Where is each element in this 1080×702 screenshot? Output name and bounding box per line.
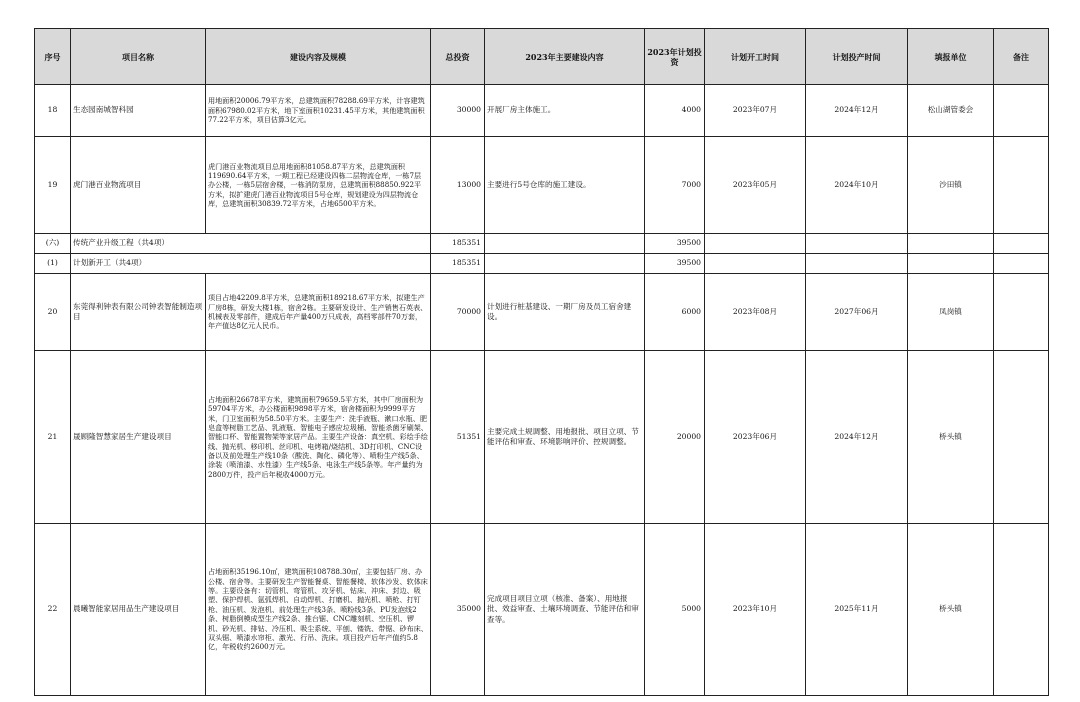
planned-production: 2024年10月 [806,137,908,234]
construction-scope: 用地面积20006.79平方米，总建筑面积78288.69平方米，计容建筑面积67980.02平方米，地下室面积10231.45平方米，其他建筑面积77.22平方米，项目估算3亿元。 [206,85,431,137]
group-total-investment: 185351 [431,254,485,274]
group-name: 计划新开工（共4项） [71,254,431,274]
content-2023: 开展厂房主体施工。 [485,85,645,137]
plan-investment-2023: 4000 [645,85,705,137]
header-cell: 2023年计划投资 [645,29,705,85]
row-number: 21 [35,351,71,524]
group-total-investment: 185351 [431,234,485,254]
reporting-unit: 松山湖管委会 [908,85,994,137]
reporting-unit: 凤岗镇 [908,274,994,351]
reporting-unit: 沙田镇 [908,137,994,234]
planned-start: 2023年08月 [705,274,806,351]
header-cell: 项目名称 [71,29,206,85]
header-cell: 备注 [994,29,1049,85]
remarks [994,85,1049,137]
empty-cell [705,234,806,254]
header-cell: 2023年主要建设内容 [485,29,645,85]
remarks [994,524,1049,696]
group-row [35,254,1049,274]
project-table-sheet [34,28,1049,696]
planned-production: 2025年11月 [806,524,908,696]
construction-scope: 虎门港百业物流项目总用地面积81058.87平方米，总建筑面积119690.64平方米，一期工程已经建设四栋二层物流仓库，一栋7层办公楼，一栋5层宿舍楼，一栋消防泵房，总建筑面积88850.922平方米，拟扩建虎门港百业物流项目5号仓库，规划建设为四层物流仓库，总建筑面积30839.72平方米，占地6500平方米。 [206,137,431,234]
table-row [35,524,1049,696]
group-plan-investment-2023: 39500 [645,254,705,274]
header-cell: 计划投产时间 [806,29,908,85]
empty-cell [806,254,908,274]
plan-investment-2023: 7000 [645,137,705,234]
planned-production: 2024年12月 [806,85,908,137]
header-cell: 计划开工时间 [705,29,806,85]
planned-start: 2023年10月 [705,524,806,696]
content-2023: 完成项目项目立项（核准、备案）、用地报批、效益审查、土壤环境调查、节能评估和审查等。 [485,524,645,696]
remarks [994,351,1049,524]
project-name: 虎门港百业物流项目 [71,137,206,234]
plan-investment-2023: 5000 [645,524,705,696]
plan-investment-2023: 20000 [645,351,705,524]
construction-scope: 占地面积35196.10㎡，建筑面积108788.30㎡，主要包括厂房、办公楼、宿舍等。主要研发生产智能餐桌、智能餐椅、软体沙发、软体床等。主要设备有：切管机、弯管机、攻牙机、钻床、冲床、封边、吸塑、保护焊机、氩弧焊机、自动焊机、打磨机、抛光机、喷枪、打钉枪、油压机、发泡机、前处理生产线3条、喷粉线3条、PU发泡线2条、树脂倒模成型生产线2条、推台锯、CNC雕刻机、空压机、锣机、砂光机、排钻、冷压机、吸尘系统、平刨、镂铣、带锯、砂布床、双头锯、喷漆水帘柜、激光、行吊、洗床。项目投产后年产值约5.8亿，年税收约2600万元。 [206,524,431,696]
planned-start: 2023年05月 [705,137,806,234]
empty-cell [908,254,994,274]
content-2023: 主要进行5号仓库的施工建设。 [485,137,645,234]
empty-cell [806,234,908,254]
total-investment: 70000 [431,274,485,351]
total-investment: 30000 [431,85,485,137]
header-cell: 建设内容及规模 [206,29,431,85]
header-cell: 序号 [35,29,71,85]
total-investment: 51351 [431,351,485,524]
remarks [994,274,1049,351]
empty-cell [705,254,806,274]
content-2023: 主要完成土规调整、用地报批、项目立项、节能评估和审查、环境影响评价、控规调整。 [485,351,645,524]
table-row [35,85,1049,137]
group-row [35,234,1049,254]
table-header-row [35,29,1049,85]
total-investment: 35000 [431,524,485,696]
planned-start: 2023年07月 [705,85,806,137]
project-table [34,28,1049,696]
group-plan-investment-2023: 39500 [645,234,705,254]
plan-investment-2023: 6000 [645,274,705,351]
construction-scope: 项目占地42209.8平方米，总建筑面积189218.67平方米，拟建生产厂房8栋，研发大楼1栋，宿舍2栋。主要研发设计、生产销售石英表、机械表及零部件，建成后年产量400万只成表，高档零部件70万套，年产值达8亿元人民币。 [206,274,431,351]
table-row [35,137,1049,234]
row-number: 19 [35,137,71,234]
project-name: 生态园南城智科园 [71,85,206,137]
empty-cell [994,234,1049,254]
header-cell: 填报单位 [908,29,994,85]
planned-production: 2024年12月 [806,351,908,524]
table-row [35,274,1049,351]
group-number: (六) [35,234,71,254]
group-number: (1) [35,254,71,274]
table-row [35,351,1049,524]
row-number: 18 [35,85,71,137]
planned-start: 2023年06月 [705,351,806,524]
construction-scope: 占地面积26678平方米，建筑面积79659.5平方米，其中厂房面积为59704平方米，办公楼面积9898平方米，宿舍楼面积为9999平方米，门卫室面积为58.50平方米。主要生产：洗手液瓶、漱口水瓶、肥皂盒等树脂工艺品、乳液瓶、智能电子感应垃圾桶、智能杀菌牙刷架、智能口杯、智能置物架等家居产品。主要生产设备：真空机、彩绘手绘线、抛光机、移印机、丝印机、电烤箱/烧结机、3D打印机、CNC设备以及前处理生产线10条（酸洗、陶化、磷化等）、喷粉生产线5条、涂装（喷油漆、水性漆）生产线5条、电泳生产线5条等。年产量约为2800万件，投产后年税收4000万元。 [206,351,431,524]
row-number: 20 [35,274,71,351]
group-name: 传统产业升级工程（共4项） [71,234,431,254]
empty-cell [908,234,994,254]
project-name: 东莞得利钟表有限公司钟表智能制造项目 [71,274,206,351]
reporting-unit: 桥头镇 [908,351,994,524]
header-cell: 总投资 [431,29,485,85]
remarks [994,137,1049,234]
total-investment: 13000 [431,137,485,234]
empty-cell [485,234,645,254]
content-2023: 计划进行桩基建设、一期厂房及员工宿舍建设。 [485,274,645,351]
reporting-unit: 桥头镇 [908,524,994,696]
project-name: 晟顾隆智慧家居生产建设项目 [71,351,206,524]
project-name: 晨曦智能家居用品生产建设项目 [71,524,206,696]
planned-production: 2027年06月 [806,274,908,351]
empty-cell [994,254,1049,274]
row-number: 22 [35,524,71,696]
empty-cell [485,254,645,274]
